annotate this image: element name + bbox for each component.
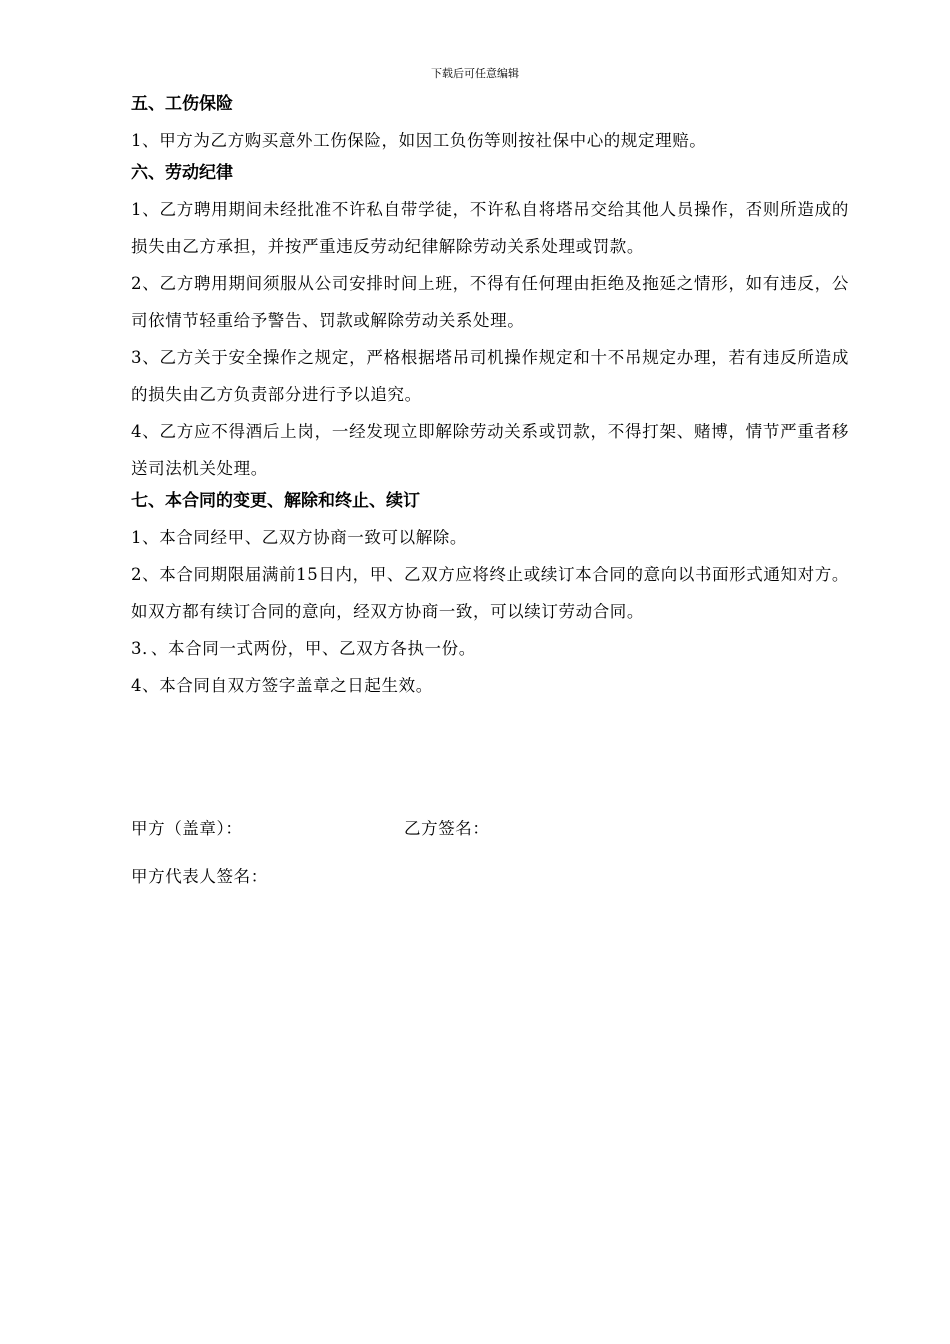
clause-paragraph: 2、乙方聘用期间须服从公司安排时间上班，不得有任何理由拒绝及拖延之情形，如有违反，公司依情节轻重给予警告、罚款或解除劳动关系处理。 — [131, 274, 849, 330]
party-b-signature-label: 乙方签名： — [404, 819, 490, 838]
party-a-seal-label: 甲方（盖章）： — [131, 819, 243, 838]
clause-paragraph: 2、本合同期限届满前15日内，甲、乙双方应将终止或续订本合同的意向以书面形式通知对方。如双方都有续订合同的意向，经双方协商一致，可以续订劳动合同。 — [131, 565, 849, 621]
section-contract-changes — [131, 487, 849, 704]
document-body — [131, 90, 849, 704]
section-heading: 五、工伤保险 — [131, 94, 233, 114]
clause-paragraph: 1、乙方聘用期间未经批准不许私自带学徒，不许私自将塔吊交给其他人员操作，否则所造成的损失由乙方承担，并按严重违反劳动纪律解除劳动关系处理或罚款。 — [131, 200, 849, 256]
clause-paragraph: 1、本合同经甲、乙双方协商一致可以解除。 — [131, 528, 467, 547]
clause-paragraph: 3、乙方关于安全操作之规定，严格根据塔吊司机操作规定和十不吊规定办理，若有违反所造成的损失由乙方负责部分进行予以追究。 — [131, 348, 849, 404]
clause-paragraph: 3．、本合同一式两份，甲、乙双方各执一份。 — [131, 639, 476, 658]
clause-paragraph: 4、乙方应不得酒后上岗，一经发现立即解除劳动关系或罚款，不得打架、赌博，情节严重者移送司法机关处理。 — [131, 422, 849, 478]
section-labor-discipline — [131, 159, 849, 487]
signature-block — [131, 814, 849, 886]
section-heading: 七、本合同的变更、解除和终止、续订 — [131, 491, 420, 511]
clause-paragraph: 1、甲方为乙方购买意外工伤保险，如因工负伤等则按社保中心的规定理赔。 — [131, 131, 707, 150]
clause-paragraph: 4、本合同自双方签字盖章之日起生效。 — [131, 676, 433, 695]
party-a-representative-label: 甲方代表人签名： — [131, 867, 268, 886]
section-work-injury-insurance — [131, 90, 849, 159]
section-heading: 六、劳动纪律 — [131, 163, 233, 183]
signature-row — [131, 814, 849, 844]
header-note: 下载后可任意编辑 — [431, 67, 519, 80]
